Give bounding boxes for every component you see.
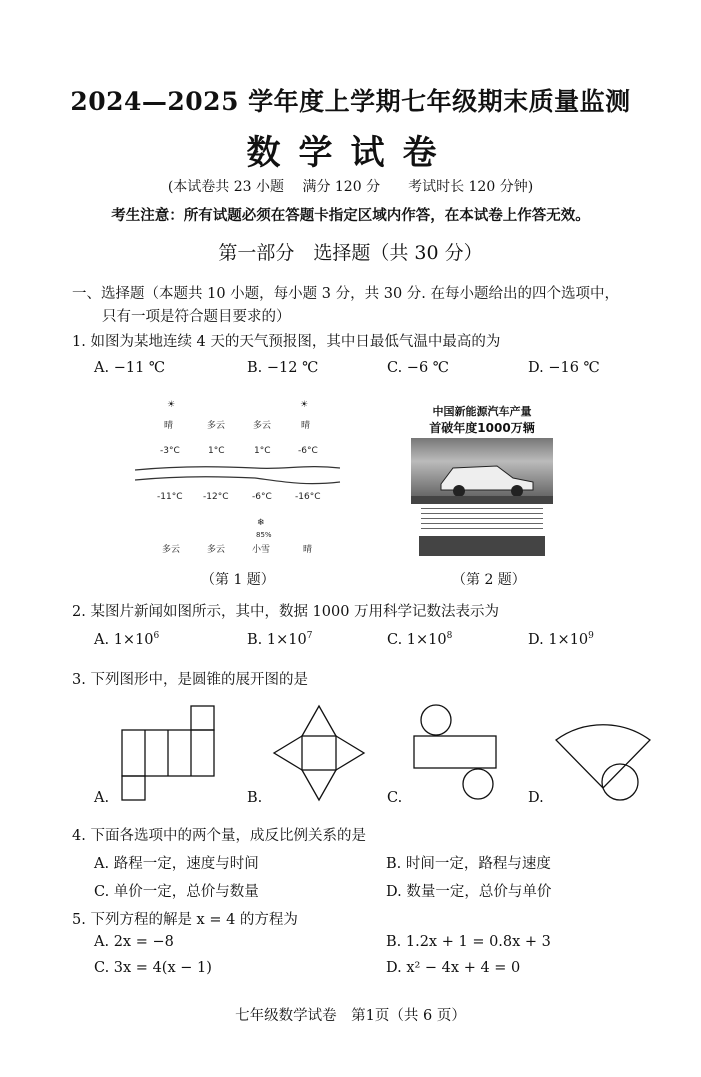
q4-stem: 4. 下面各选项中的两个量，成反比例关系的是 (72, 828, 366, 844)
poster-title-2: 首破年度1000万辆 (429, 421, 535, 435)
q4-option-a: A. 路程一定，速度与时间 (94, 856, 259, 872)
section-intro-1: 一、选择题（本题共 10 小题，每小题 3 分，共 30 分. 在每小题给出的四个选项中， (72, 286, 619, 302)
page-footer: 七年级数学试卷 第1页（共 6 页） (235, 1008, 466, 1024)
q3-figure-c-cylinder-net (408, 702, 504, 806)
q4-option-c: C. 单价一定，总价与数量 (94, 884, 259, 900)
q2-caption: （第 2 题） (452, 572, 526, 588)
q3-stem: 3. 下列图形中，是圆锥的展开图的是 (72, 672, 308, 688)
q2-option-a: A. $1\times 10^6$ (94, 631, 160, 648)
q5-option-c: C. 3x = 4(x − 1) (94, 960, 212, 976)
q4-option-d: D. 数量一定，总价与单价 (386, 884, 552, 900)
exam-info: (本试卷共 23 小题 满分 120 分 考试时长 120 分钟) (167, 179, 534, 195)
sun-icon: ☀ (167, 400, 176, 410)
q1-day-weather-4: 晴 (301, 421, 311, 431)
q1-day-weather-2: 多云 (207, 421, 226, 431)
q1-night-weather-3: 小雪 (252, 545, 271, 555)
q1-caption: （第 1 题） (201, 572, 275, 588)
q1-low-1: -11°C (157, 492, 183, 502)
q1-low-4: -16°C (295, 492, 321, 502)
q1-option-d: D. −16 ℃ (528, 360, 600, 376)
q3-figure-b-pyramid-net (272, 702, 368, 806)
q1-high-3: 1°C (254, 446, 271, 456)
car-icon (411, 438, 553, 504)
poster-band (419, 536, 545, 556)
q1-low-3: -6°C (252, 492, 272, 502)
q3-option-b: B. (247, 790, 263, 806)
q2-option-b: B. $1\times 10^7$ (247, 631, 313, 648)
q5-stem: 5. 下列方程的解是 x = 4 的方程为 (72, 912, 298, 928)
q5-option-b: B. 1.2x + 1 = 0.8x + 3 (386, 934, 551, 950)
q1-stem: 1. 如图为某地连续 4 天的天气预报图，其中日最低气温中最高的为 (72, 334, 501, 350)
q1-night-weather-4: 晴 (303, 545, 313, 555)
q1-high-2: 1°C (208, 446, 225, 456)
q1-option-b: B. −12 ℃ (247, 360, 319, 376)
q1-night-weather-2: 多云 (207, 545, 226, 555)
q2-option-d: D. $1\times 10^9$ (528, 631, 594, 648)
q5-option-d: D. x² − 4x + 4 = 0 (386, 960, 521, 976)
q1-day-weather-3: 多云 (253, 421, 272, 431)
q1-night-weather-1: 多云 (162, 545, 181, 555)
q3-option-c: C. (387, 790, 403, 806)
q3-figure-d-cone-net (550, 700, 660, 806)
sun-icon: ☀ (300, 400, 309, 410)
q3-option-a: A. (94, 790, 110, 806)
poster-caption-lines (421, 508, 543, 530)
q1-low-2: -12°C (203, 492, 229, 502)
q1-option-a: A. −11 ℃ (94, 360, 166, 376)
weather-figure (135, 398, 345, 558)
snow-icon: ❄ (257, 518, 265, 528)
q3-figure-a-cube-net (118, 700, 218, 804)
q2-option-c: C. $1\times 10^8$ (387, 631, 453, 648)
exam-title: 2024—2025 学年度上学期七年级期末质量监测 (70, 87, 631, 116)
section-intro-2: 只有一项是符合题目要求的） (102, 309, 291, 325)
q1-option-c: C. −6 ℃ (387, 360, 450, 376)
poster-car-photo (411, 438, 553, 504)
q4-option-b: B. 时间一定，路程与速度 (386, 856, 551, 872)
exam-notice: 考生注意：所有试题必须在答题卡指定区域内作答，在本试卷上作答无效。 (111, 207, 590, 224)
q1-high-4: -6°C (298, 446, 318, 456)
q2-stem: 2. 某图片新闻如图所示，其中，数据 1000 万用科学记数法表示为 (72, 604, 500, 620)
temperature-curves (135, 460, 345, 490)
q1-high-1: -3°C (160, 446, 180, 456)
subject-title: 数学试卷 (246, 133, 455, 173)
q1-day-weather-1: 晴 (164, 421, 174, 431)
poster-title-1: 中国新能源汽车产量 (432, 405, 532, 418)
part1-title: 第一部分 选择题（共 30 分） (218, 242, 483, 264)
news-poster (409, 400, 555, 558)
q5-option-a: A. 2x = −8 (94, 934, 174, 950)
q3-option-d: D. (528, 790, 544, 806)
q1-snow-pct: 85% (256, 531, 272, 539)
